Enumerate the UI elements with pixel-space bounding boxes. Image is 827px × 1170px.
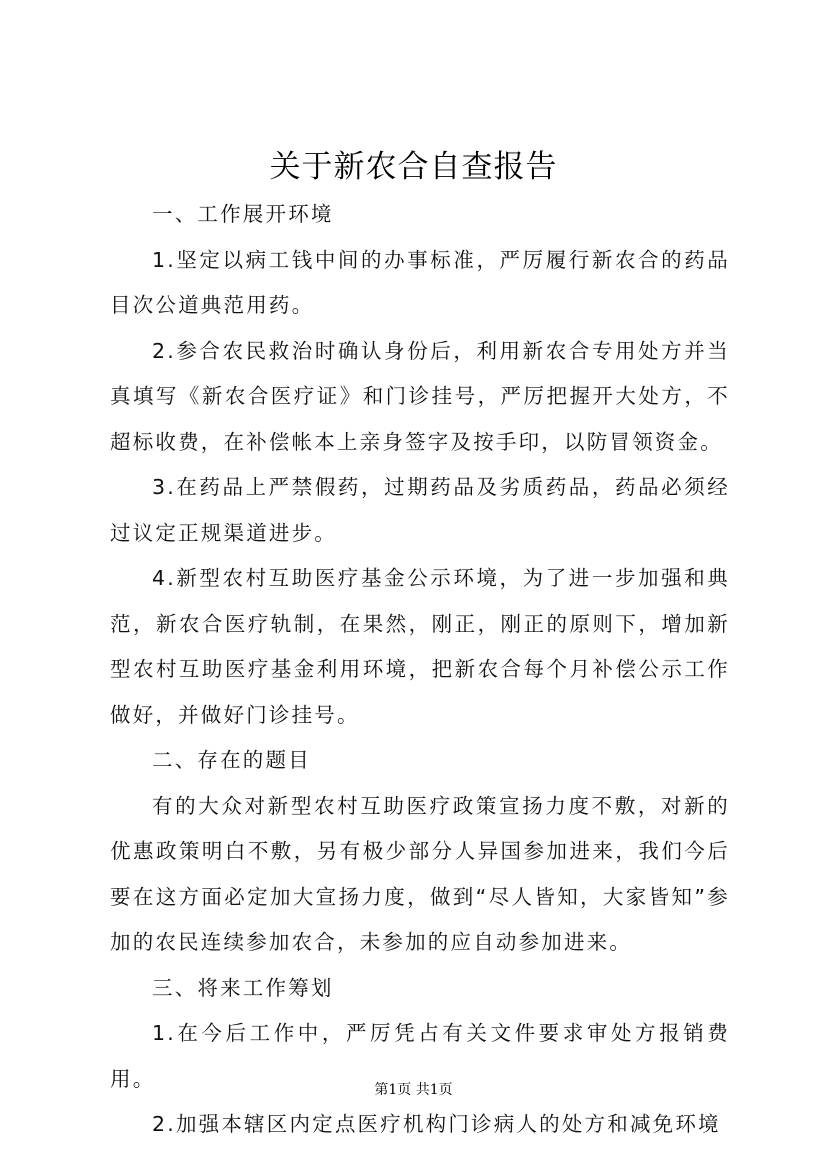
paragraph: 4.新型农村互助医疗基金公示环境，为了进一步加强和典范，新农合医疗轨制，在果然，刚正，刚正的原则下，增加新型农村互助医疗基金利用环境，把新农合每个月补偿公示工作做好，并做好门诊挂号。	[110, 566, 730, 727]
section-heading: 二、存在的题目	[152, 748, 311, 772]
document-title: 关于新农合自查报告	[269, 149, 558, 185]
paragraph: 1.在今后工作中，严厉凭占有关文件要求审处方报销费用。	[110, 1021, 730, 1091]
document-body	[110, 192, 730, 1148]
paragraph: 2.加强本辖区内定点医疗机构门诊病人的处方和减免环境	[152, 1112, 721, 1136]
paragraph: 3.在药品上严禁假药，过期药品及劣质药品，药品必须经过议定正规渠道进步。	[110, 475, 730, 545]
section-heading: 一、工作展开环境	[152, 202, 334, 226]
paragraph: 1.坚定以病工钱中间的办事标准，严厉履行新农合的药品目次公道典范用药。	[110, 247, 730, 317]
page-footer: 第1页 共1页	[374, 1082, 453, 1098]
paragraph: 有的大众对新型农村互助医疗政策宣扬力度不敷，对新的优惠政策明白不敷，另有极少部分人异国参加进来，我们今后要在这方面必定加大宣扬力度，做到“尽人皆知，大家皆知”参加的农民连续参加农合，未参加的应自动参加进来。	[110, 793, 730, 954]
paragraph: 2.参合农民救治时确认身份后，利用新农合专用处方并当真填写《新农合医疗证》和门诊挂号，严厉把握开大处方，不超标收费，在补偿帐本上亲身签字及按手印，以防冒领资金。	[110, 338, 730, 454]
section-heading: 三、将来工作筹划	[152, 975, 334, 1000]
